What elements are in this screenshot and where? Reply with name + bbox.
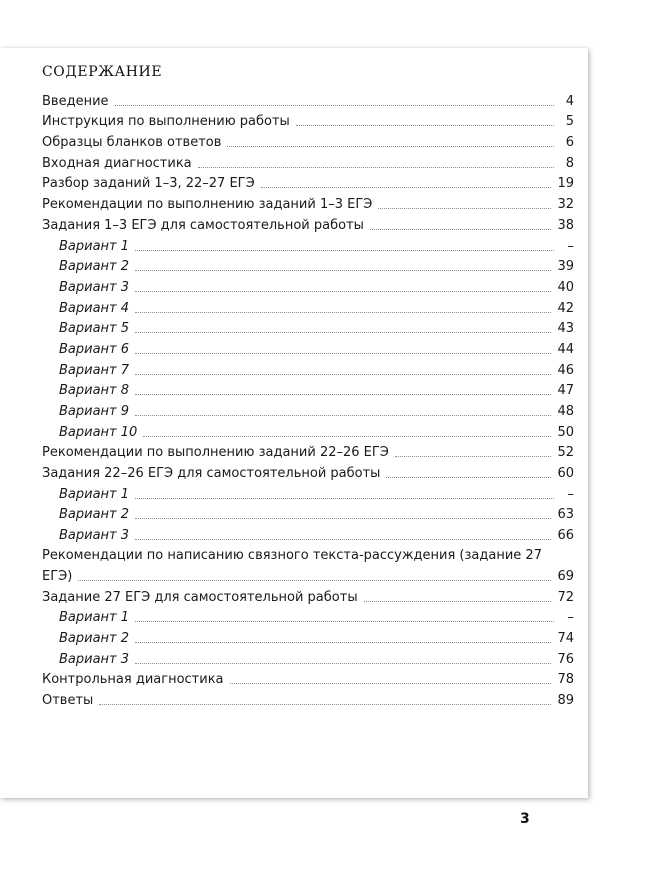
toc-entry-variant[interactable] (42, 399, 574, 420)
toc-entry-label: Вариант 1 (59, 486, 130, 502)
dot-leader (378, 208, 551, 209)
dot-leader (386, 477, 551, 478)
dot-leader (135, 332, 551, 333)
toc-entry-instructions[interactable] (42, 110, 574, 131)
toc-entry-label: Вариант 2 (59, 507, 130, 523)
toc-entry-page: 44 (557, 341, 574, 357)
toc-entry-entry-diagnostics[interactable] (42, 151, 574, 172)
toc-entry-page: 4 (565, 93, 574, 109)
toc-entry-page: – (567, 486, 574, 502)
toc-entry-variant[interactable] (42, 275, 574, 296)
dot-leader (115, 105, 554, 106)
toc-entry-label: Вариант 1 (59, 610, 130, 626)
toc-entry-label: Задания 22–26 ЕГЭ для самостоятельной работы (42, 466, 381, 482)
toc-entry-page: – (567, 238, 574, 254)
dot-leader (78, 580, 551, 581)
toc-entry-tasks-1-3[interactable] (42, 213, 574, 234)
toc-entry-variant[interactable] (42, 482, 574, 503)
toc-entry-label: Образцы бланков ответов (42, 135, 222, 151)
toc-entry-label: Вариант 8 (59, 383, 130, 399)
toc-entry-variant[interactable] (42, 503, 574, 524)
dot-leader (135, 353, 551, 354)
toc-entry-variant[interactable] (42, 317, 574, 338)
toc-entry-page: 78 (557, 672, 574, 688)
toc-entry-label-line2: ЕГЭ) (42, 568, 73, 584)
toc-entry-page: – (567, 610, 574, 626)
page-number: 3 (520, 811, 530, 827)
toc-entry-variant[interactable] (42, 358, 574, 379)
toc-entry-variant[interactable] (42, 255, 574, 276)
toc-entry-page: 39 (557, 259, 574, 275)
toc-entry-label: Ответы (42, 692, 94, 708)
toc-entry-label: Инструкция по выполнению работы (42, 114, 290, 130)
toc-entry-page: 19 (557, 176, 574, 192)
toc-entry-page: 48 (557, 404, 574, 419)
toc-entry-variant[interactable] (42, 379, 574, 400)
toc-entry-label: Вариант 10 (59, 424, 138, 440)
toc-entry-label: Контрольная диагностика (42, 672, 224, 688)
toc-entry-page: 32 (557, 197, 574, 213)
toc-entry-label: Вариант 3 (59, 279, 130, 295)
toc-entry-page: 38 (557, 217, 574, 233)
dot-leader (135, 312, 551, 313)
toc-entry-task-analysis[interactable] (42, 172, 574, 193)
toc-entry-task-27[interactable] (42, 585, 574, 606)
dot-leader (296, 125, 554, 126)
toc-entry-label: Вариант 4 (59, 300, 130, 316)
toc-entry-label: Вариант 9 (59, 404, 130, 419)
toc-entry-variant[interactable] (42, 523, 574, 544)
toc-entry-label: Входная диагностика (42, 155, 192, 171)
dot-leader (143, 436, 551, 437)
toc-entry-label: Рекомендации по выполнению заданий 22–26 ЕГЭ (42, 445, 389, 461)
toc-entry-variant[interactable] (42, 420, 574, 441)
toc-entry-variant[interactable] (42, 337, 574, 358)
toc-entry-introduction[interactable] (42, 89, 574, 110)
dot-leader (364, 601, 552, 602)
toc-entry-recommendations-essay[interactable] (42, 544, 574, 585)
dot-leader (135, 621, 554, 622)
toc-entry-page: 60 (557, 466, 574, 482)
toc-entry-label: Введение (42, 93, 109, 109)
dot-leader (99, 704, 551, 705)
toc-entry-variant[interactable] (42, 626, 574, 647)
toc-entry-answer-forms[interactable] (42, 130, 574, 151)
toc-entry-label: Вариант 2 (59, 630, 130, 646)
toc-entry-page: 5 (565, 114, 574, 130)
dot-leader (370, 229, 552, 230)
toc-entry-page: 76 (557, 651, 574, 667)
toc-entry-page: 72 (557, 589, 574, 605)
dot-leader (395, 456, 552, 457)
toc-entry-label: Задания 1–3 ЕГЭ для самостоятельной работы (42, 217, 364, 233)
toc-entry-label-line1: Рекомендации по написанию связного текста-рассуждения (задание 27 (42, 548, 542, 564)
toc-entry-label: Разбор заданий 1–3, 22–27 ЕГЭ (42, 176, 255, 192)
toc-entry-recommendations-1-3[interactable] (42, 192, 574, 213)
toc-entry-label: Рекомендации по выполнению заданий 1–3 ЕГЭ (42, 197, 373, 213)
dot-leader (135, 539, 551, 540)
dot-leader (135, 250, 554, 251)
toc-entry-label: Вариант 7 (59, 362, 130, 378)
toc-entry-variant[interactable] (42, 647, 574, 668)
dot-leader (135, 415, 551, 416)
table-of-contents (42, 89, 574, 709)
dot-leader (135, 642, 551, 643)
dot-leader (135, 291, 551, 292)
toc-title: СОДЕРЖАНИЕ (42, 64, 163, 80)
dot-leader (135, 270, 551, 271)
toc-entry-answers[interactable] (42, 688, 574, 709)
dot-leader (198, 167, 554, 168)
dot-leader (135, 663, 551, 664)
toc-entry-label: Вариант 3 (59, 651, 130, 667)
toc-entry-label: Вариант 1 (59, 238, 130, 254)
toc-entry-page: 89 (557, 692, 574, 708)
dot-leader (135, 374, 551, 375)
toc-entry-page: 66 (557, 528, 574, 544)
toc-entry-label: Вариант 2 (59, 259, 130, 275)
toc-entry-page: 63 (557, 507, 574, 523)
toc-entry-page: 47 (557, 383, 574, 399)
toc-entry-label: Вариант 6 (59, 341, 130, 357)
toc-entry-page: 74 (557, 630, 574, 646)
toc-entry-label: Вариант 3 (59, 528, 130, 544)
toc-entry-page: 42 (557, 300, 574, 316)
toc-entry-page: 40 (557, 279, 574, 295)
toc-entry-page: 69 (557, 568, 574, 584)
dot-leader (135, 394, 551, 395)
toc-entry-variant[interactable] (42, 234, 574, 255)
toc-entry-variant[interactable] (42, 606, 574, 627)
toc-entry-page: 6 (565, 135, 574, 151)
toc-entry-page: 46 (557, 362, 574, 378)
dot-leader (230, 683, 552, 684)
dot-leader (261, 187, 552, 188)
toc-entry-page: 43 (557, 321, 574, 337)
toc-entry-final-diagnostics[interactable] (42, 668, 574, 689)
toc-entry-recommendations-22-26[interactable] (42, 441, 574, 462)
dot-leader (135, 498, 554, 499)
toc-entry-page: 52 (557, 445, 574, 461)
toc-entry-page: 8 (565, 155, 574, 171)
toc-entry-tasks-22-26[interactable] (42, 461, 574, 482)
dot-leader (135, 518, 551, 519)
toc-entry-variant[interactable] (42, 296, 574, 317)
dot-leader (227, 146, 554, 147)
toc-entry-page: 50 (557, 424, 574, 440)
toc-entry-label: Вариант 5 (59, 321, 130, 337)
toc-entry-label: Задание 27 ЕГЭ для самостоятельной работы (42, 589, 358, 605)
